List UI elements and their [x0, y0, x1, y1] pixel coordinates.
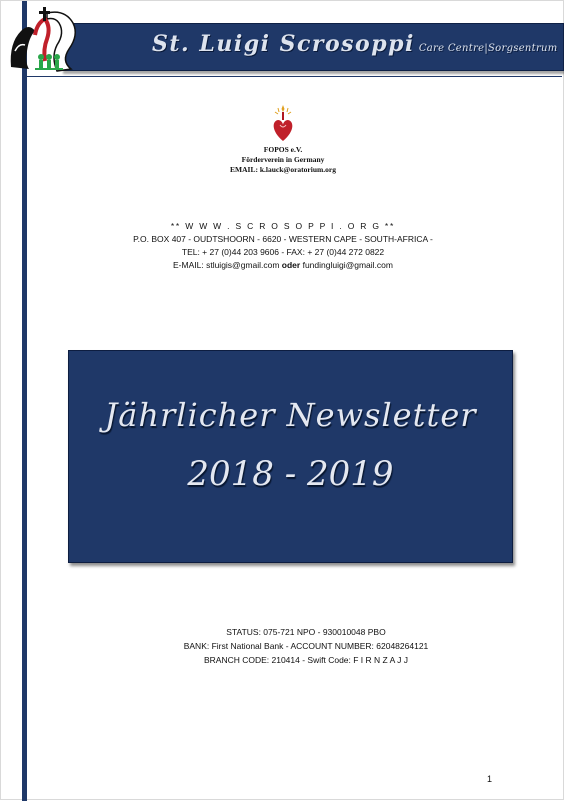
left-vertical-bar: [22, 1, 27, 801]
website-link[interactable]: ** W W W . S C R O S O P P I . O R G **: [170, 221, 396, 231]
newsletter-title-box: [68, 350, 513, 563]
sacred-heart-icon: [269, 103, 297, 143]
fopos-name: FOPOS e.V.: [263, 145, 303, 154]
fopos-tagline: Förderverein in Germany: [241, 155, 325, 164]
email-line: [81, 259, 485, 272]
status-line: STATUS: 075-721 NPO - 930010048 PBO: [226, 627, 386, 637]
fopos-email-label: EMAIL:: [230, 165, 258, 174]
email-alternate[interactable]: fundingluigi@gmail.com: [302, 260, 393, 270]
contact-info: [81, 220, 485, 272]
header-title-text: St. Luigi Scrosoppi: [152, 31, 415, 57]
email-primary[interactable]: E-MAIL: stluigis@gmail.com: [173, 260, 280, 270]
header-banner: [61, 23, 564, 71]
phone-fax: TEL: + 27 (0)44 203 9606 - FAX: + 27 (0)44 272 0822: [181, 247, 385, 257]
header-title: [152, 31, 558, 57]
header-subtitle: Care Centre|Sorgsentrum: [418, 43, 558, 54]
postal-address: P.O. BOX 407 - OUDTSHOORN - 6620 - WESTERN CAPE - SOUTH-AFRICA -: [133, 234, 433, 244]
fopos-info: [151, 145, 415, 175]
newsletter-title: Jährlicher Newsletter: [104, 396, 477, 434]
header-rule: [27, 76, 562, 77]
page-number: 1: [487, 774, 493, 784]
branch-code-line: BRANCH CODE: 210414 - Swift Code: F I R N Z A J J: [203, 655, 409, 665]
scrosoppi-logo-icon: [5, 5, 89, 75]
fopos-email[interactable]: k.lauck@oratorium.org: [259, 165, 336, 174]
fopos-email-line: [151, 165, 415, 175]
email-conjunction: oder: [281, 260, 301, 270]
newsletter-year: 2018 - 2019: [187, 454, 394, 494]
bank-account-line: BANK: First National Bank - ACCOUNT NUMBER: 62048264121: [183, 641, 429, 651]
bank-details: [111, 625, 501, 667]
